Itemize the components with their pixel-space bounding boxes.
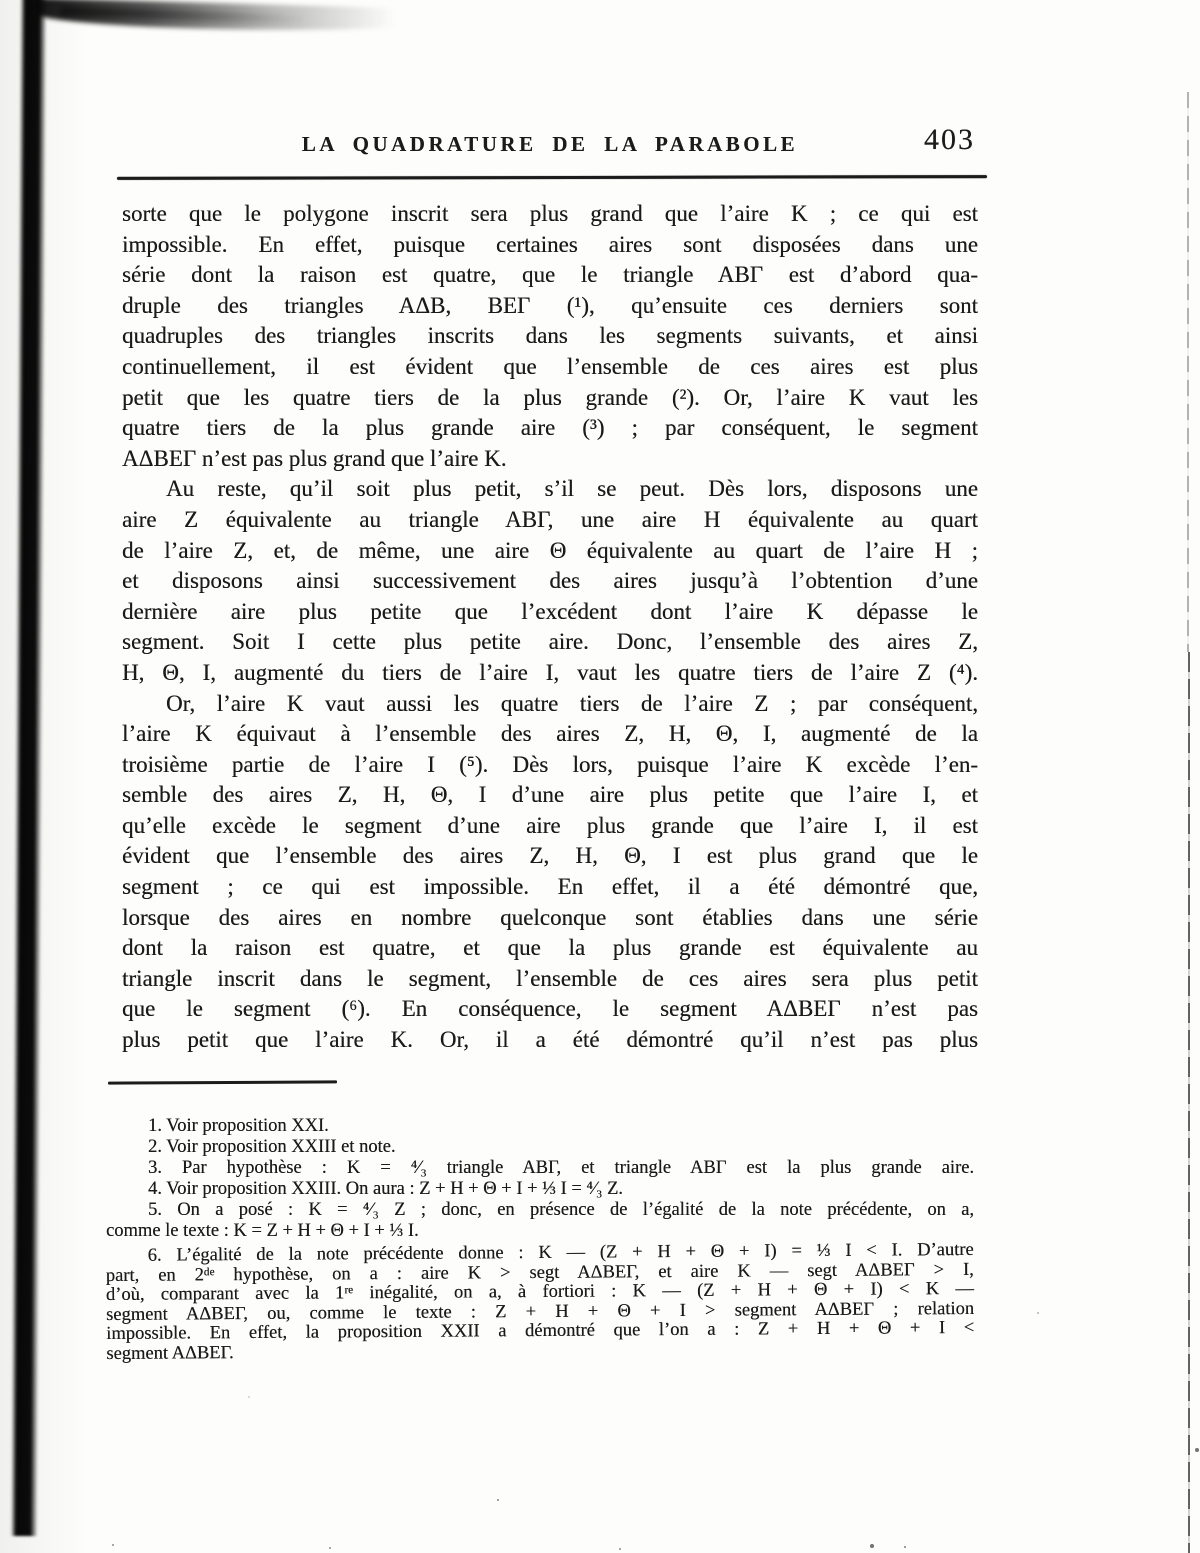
footnote-line: 4. Voir proposition XXIII. On aura : Z + H + Θ + I + ⅓ I = ⁴⁄₃ Z. — [148, 1179, 623, 1199]
running-title: LA QUADRATURE DE LA PARABOLE — [301, 132, 799, 156]
footnote-line: impossible. En effet, la proposition XXII a démontré que l’on a : Z + H + Θ + I < — [106, 1317, 975, 1344]
body-line: l’aire K équivaut à l’ensemble des aires Z, H, Θ, I, augmenté de la — [122, 721, 978, 747]
footnote — [106, 1179, 974, 1200]
footnote — [106, 1241, 975, 1364]
body-line: Or, l’aire K vaut aussi les quatre tiers de l’aire Z ; par conséquent, — [166, 690, 978, 716]
scan-right-edge-line-lower — [1188, 652, 1190, 1553]
footnote-line: 2. Voir proposition XXIII et note. — [148, 1137, 396, 1157]
footnote-line: 3. Par hypothèse : K = ⁴⁄₃ triangle ABΓ, et triangle ABΓ est la plus grande aire. — [148, 1158, 974, 1178]
footnote — [106, 1116, 974, 1137]
body-line: impossible. En effet, puisque certaines aires sont disposées dans une — [122, 231, 978, 257]
body-line: Au reste, qu’il soit plus petit, s’il se peut. Dès lors, disposons une — [166, 476, 978, 502]
body-line: lorsque des aires en nombre quelconque sont établies dans une série — [122, 904, 978, 930]
body-line: druple des triangles AΔB, BEΓ (¹), qu’ensuite ces derniers sont — [122, 292, 978, 318]
body-line: que le segment (⁶). En conséquence, le segment AΔBEΓ n’est pas — [122, 996, 978, 1022]
page-number: 403 — [924, 123, 975, 156]
body-line: dont la raison est quatre, et que la plus grande est équivalente au — [122, 935, 978, 961]
body-line: plus petit que l’aire K. Or, il a été démontré qu’il n’est pas plus — [122, 1027, 978, 1053]
footnotes — [106, 1116, 974, 1364]
footnote-line: segment AΔBEΓ. — [106, 1342, 234, 1364]
body-line: série dont la raison est quatre, que le triangle ABΓ est d’abord qua- — [122, 262, 978, 288]
footnote-line: d’où, comparant avec la 1ʳᵉ inégalité, on a, à fortiori : K — (Z + H + Θ + I) < K — — [105, 1278, 974, 1305]
footnote-line: segment AΔBEΓ, ou, comme le texte : Z + H + Θ + I > segment AΔBEΓ ; relation — [105, 1298, 975, 1325]
body-line: AΔBEΓ n’est pas plus grand que l’aire K. — [122, 445, 507, 471]
footnote — [106, 1158, 974, 1179]
body-line: triangle inscrit dans le segment, l’ensemble de ces aires sera plus petit — [122, 965, 978, 991]
footnote-separator — [108, 1080, 337, 1084]
body-line: segment. Soit I cette plus petite aire. Donc, l’ensemble des aires Z, — [122, 629, 978, 655]
body-line: quadruples des triangles inscrits dans les segments suivants, et ainsi — [122, 323, 978, 349]
body-line: qu’elle excède le segment d’une aire plus grande que l’aire I, il est — [122, 812, 978, 838]
footnote-line: comme le texte : K = Z + H + Θ + I + ⅓ I. — [106, 1221, 419, 1241]
body-line: H, Θ, I, augmenté du tiers de l’aire I, vaut les quatre tiers de l’aire Z (⁴). — [122, 659, 978, 685]
footnote-line: 5. On a posé : K = ⁴⁄₃ Z ; donc, en présence de l’égalité de la note précédente, on a, — [148, 1200, 974, 1220]
body-line: continuellement, il est évident que l’ensemble de ces aires est plus — [122, 353, 978, 379]
body-line: évident que l’ensemble des aires Z, H, Θ, I est plus grand que le — [122, 843, 978, 869]
scan-specks — [0, 0, 2, 2]
header-rule — [117, 175, 987, 180]
body-line: semble des aires Z, H, Θ, I d’une aire plus petite que l’aire I, et — [122, 782, 978, 808]
body-line: petit que les quatre tiers de la plus grande (²). Or, l’aire K vaut les — [122, 384, 978, 410]
body-line: et disposons ainsi successivement des aires jusqu’à l’obtention d’une — [122, 568, 978, 594]
body-line: quatre tiers de la plus grande aire (³) ; par conséquent, le segment — [122, 415, 978, 441]
scan-binding-bar — [11, 0, 47, 1536]
paragraph — [122, 689, 978, 1056]
footnote-line: part, en 2ᵈᵉ hypothèse, on a : aire K > segt AΔBEΓ, et aire K — segt AΔBEΓ > I, — [105, 1259, 974, 1286]
body-line: sorte que le polygone inscrit sera plus grand que l’aire K ; ce qui est — [122, 201, 978, 226]
footnote-line: 1. Voir proposition XXI. — [148, 1116, 329, 1136]
footnote-line: 6. L’égalité de la note précédente donne : K — (Z + H + Θ + I) = ⅓ I < I. D’autre — [147, 1239, 974, 1266]
scan-right-edge-line-upper — [1187, 92, 1189, 652]
body-line: segment ; ce qui est impossible. En effet, il a été démontré que, — [122, 874, 978, 900]
body-line: troisième partie de l’aire I (⁵). Dès lors, puisque l’aire K excède l’en- — [122, 751, 978, 777]
body-text — [122, 199, 978, 1056]
paragraph — [122, 474, 978, 688]
page-header — [122, 123, 978, 163]
footnote — [106, 1137, 974, 1158]
paragraph — [122, 199, 978, 474]
body-line: aire Z équivalente au triangle ABΓ, une aire H équivalente au quart — [122, 506, 978, 532]
body-line: de l’aire Z, et, de même, une aire Θ équivalente au quart de l’aire H ; — [122, 537, 978, 563]
footnote — [106, 1200, 974, 1242]
body-line: dernière aire plus petite que l’excédent dont l’aire K dépasse le — [122, 598, 978, 624]
